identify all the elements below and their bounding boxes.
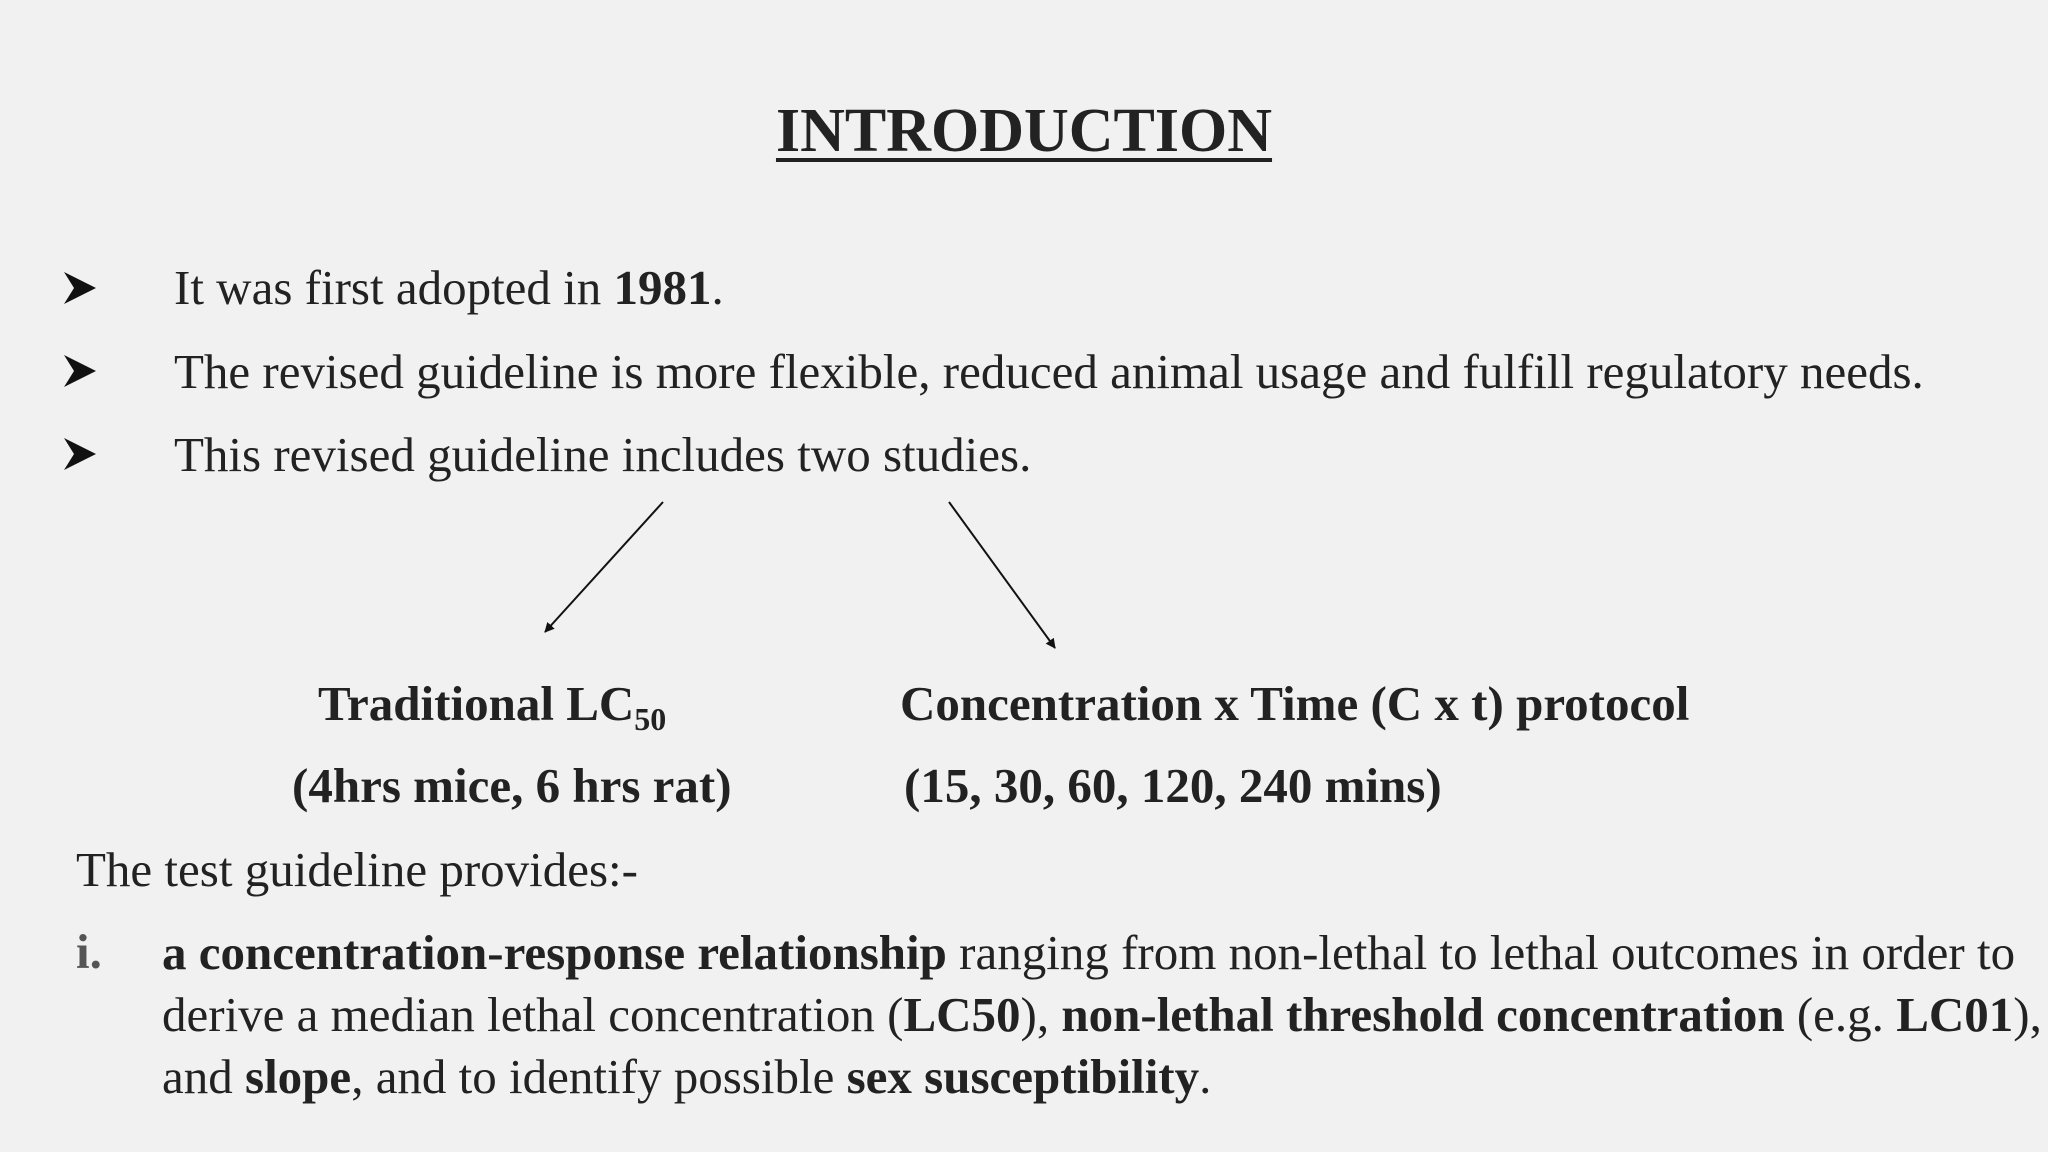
slide-title: INTRODUCTION [775, 97, 1273, 165]
arrow-to-cxt [949, 502, 1055, 648]
item-part: (e.g. [1784, 987, 1897, 1042]
study-traditional-detail: (4hrs mice, 6 hrs rat) [292, 758, 732, 813]
study-traditional-subscript: 50 [634, 701, 667, 737]
item-part: slope [245, 1049, 352, 1104]
item-part: . [1199, 1049, 1212, 1104]
bullet-2: The revised guideline is more flexible, reduced animal usage and fulfill regulatory needs. [174, 344, 1924, 399]
study-cxt-title: Concentration x Time (C x t) protocol [900, 676, 1690, 731]
item-part: non-lethal threshold concentration [1061, 987, 1785, 1042]
arrow-to-traditional [545, 502, 663, 632]
provides-heading: The test guideline provides:- [76, 842, 638, 897]
item-part: ranging from non-lethal to lethal outcomes in order to derive a median lethal concentration ( [162, 925, 2016, 1042]
bullet-3: This revised guideline includes two studies. [174, 427, 1032, 482]
item-part: LC01 [1896, 987, 2014, 1042]
study-traditional-label: Traditional LC [318, 676, 635, 731]
bullet-1-text: It was first adopted in [174, 260, 614, 315]
item-marker: i. [76, 924, 102, 979]
item-part: , and to identify possible [351, 1049, 847, 1104]
bullet-1-year: 1981 [613, 260, 712, 315]
bullet-1-period: . [711, 260, 724, 315]
study-traditional-title [318, 674, 666, 749]
item-part: ), [1020, 987, 1062, 1042]
item-part: sex susceptibility [846, 1049, 1200, 1104]
item-text [162, 922, 2042, 1108]
item-part: ), and [162, 987, 2042, 1104]
item-part: a concentration-response relationship [162, 925, 947, 980]
study-cxt-detail: (15, 30, 60, 120, 240 mins) [904, 758, 1442, 813]
item-part: LC50 [903, 987, 1021, 1042]
